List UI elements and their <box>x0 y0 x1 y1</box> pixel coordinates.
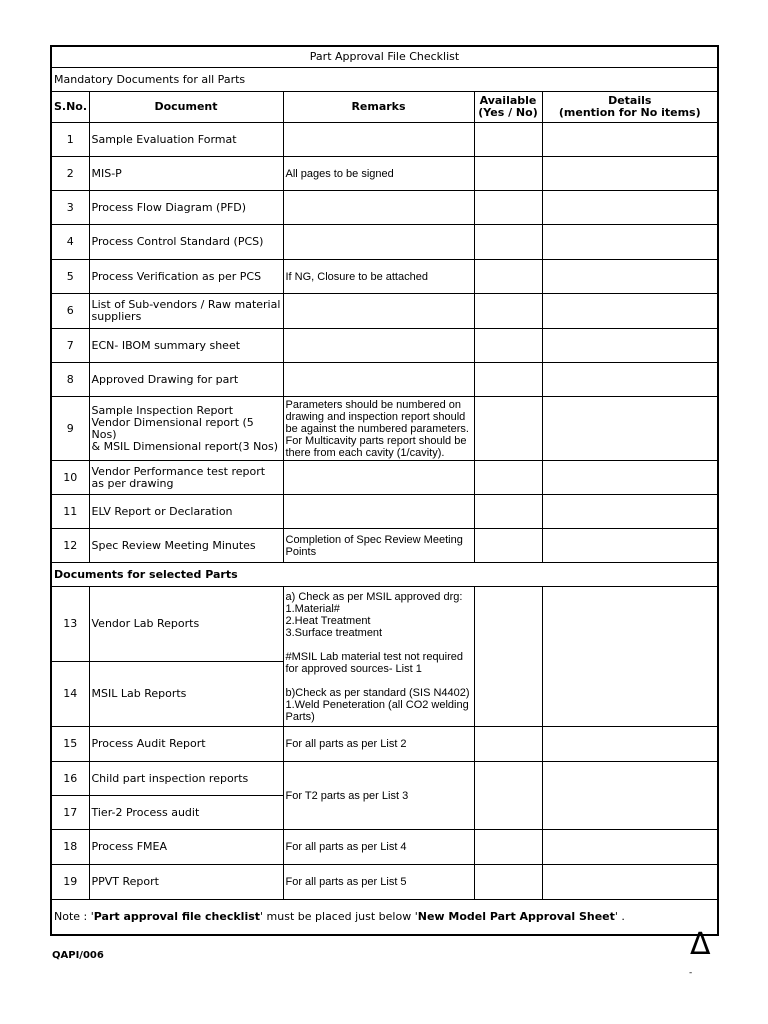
available-cell[interactable] <box>474 762 542 830</box>
details-cell[interactable] <box>542 123 718 157</box>
available-cell[interactable] <box>474 587 542 727</box>
row-remarks <box>283 191 474 225</box>
details-cell[interactable] <box>542 225 718 260</box>
row-number: 13 <box>51 587 89 662</box>
note-emphasis: New Model Part Approval Sheet <box>417 910 615 923</box>
row-document: Process FMEA <box>89 830 283 865</box>
details-cell[interactable] <box>542 329 718 363</box>
row-document: Spec Review Meeting Minutes <box>89 529 283 563</box>
row-number: 17 <box>51 796 89 830</box>
table-row <box>51 225 718 260</box>
row-document: Process Verification as per PCS <box>89 260 283 294</box>
available-cell[interactable] <box>474 397 542 461</box>
row-document: MSIL Lab Reports <box>89 662 283 727</box>
table-row <box>51 191 718 225</box>
row-remarks <box>283 123 474 157</box>
details-cell[interactable] <box>542 397 718 461</box>
details-cell[interactable] <box>542 587 718 727</box>
row-remarks: For all parts as per List 5 <box>283 865 474 900</box>
details-cell[interactable] <box>542 727 718 762</box>
table-row <box>51 762 718 796</box>
row-document: Process Flow Diagram (PFD) <box>89 191 283 225</box>
row-number: 3 <box>51 191 89 225</box>
row-number: 6 <box>51 294 89 329</box>
row-remarks <box>283 294 474 329</box>
row-remarks: For all parts as per List 2 <box>283 727 474 762</box>
row-remarks: For all parts as per List 4 <box>283 830 474 865</box>
checklist-table <box>50 45 719 936</box>
row-document: PPVT Report <box>89 865 283 900</box>
row-remarks: a) Check as per MSIL approved drg: 1.Material# 2.Heat Treatment 3.Surface treatment #MSIL Lab material test not required for approved sources- List 1 b)Check as per standard (SIS N4402) 1.Weld Peneteration (all CO2 welding Parts) <box>283 587 474 727</box>
table-row <box>51 363 718 397</box>
note <box>51 900 718 936</box>
row-number: 4 <box>51 225 89 260</box>
note-text: ' . <box>614 910 625 923</box>
row-document: Child part inspection reports <box>89 762 283 796</box>
table-row <box>51 397 718 461</box>
row-document: Sample Inspection Report Vendor Dimensional report (5 Nos) & MSIL Dimensional report(3 Nos) <box>89 397 283 461</box>
available-cell[interactable] <box>474 529 542 563</box>
available-cell[interactable] <box>474 225 542 260</box>
document-title: Part Approval File Checklist <box>51 46 718 68</box>
row-document: ELV Report or Declaration <box>89 495 283 529</box>
row-number: 16 <box>51 762 89 796</box>
row-number: 18 <box>51 830 89 865</box>
available-cell[interactable] <box>474 191 542 225</box>
available-cell[interactable] <box>474 865 542 900</box>
row-number: 5 <box>51 260 89 294</box>
available-cell[interactable] <box>474 830 542 865</box>
row-remarks <box>283 363 474 397</box>
available-cell[interactable] <box>474 461 542 495</box>
row-number: 12 <box>51 529 89 563</box>
row-remarks: Parameters should be numbered on drawing and inspection report should be against the numbered parameters. For Multicavity parts report should be there from each cavity (1/cavity). <box>283 397 474 461</box>
row-document: List of Sub-vendors / Raw material suppliers <box>89 294 283 329</box>
table-row <box>51 865 718 900</box>
row-remarks <box>283 329 474 363</box>
details-cell[interactable] <box>542 363 718 397</box>
row-document: MIS-P <box>89 157 283 191</box>
row-number: 9 <box>51 397 89 461</box>
note-text: ' must be placed just below ' <box>260 910 418 923</box>
row-number: 14 <box>51 662 89 727</box>
table-row <box>51 529 718 563</box>
note-emphasis: Part approval file checklist <box>93 910 261 923</box>
row-number: 10 <box>51 461 89 495</box>
row-document: ECN- IBOM summary sheet <box>89 329 283 363</box>
details-cell[interactable] <box>542 294 718 329</box>
available-cell[interactable] <box>474 294 542 329</box>
note-text: Note : ' <box>54 910 94 923</box>
details-cell[interactable] <box>542 865 718 900</box>
header-details: Details (mention for No items) <box>542 92 718 123</box>
row-document: Vendor Lab Reports <box>89 587 283 662</box>
logo-delta-icon: Δ <box>690 927 711 962</box>
row-document: Sample Evaluation Format <box>89 123 283 157</box>
table-row <box>51 587 718 662</box>
header-remarks: Remarks <box>283 92 474 123</box>
available-cell[interactable] <box>474 123 542 157</box>
details-cell[interactable] <box>542 157 718 191</box>
form-code: QAPI/006 <box>52 950 104 961</box>
header-available: Available (Yes / No) <box>474 92 542 123</box>
table-row <box>51 294 718 329</box>
details-cell[interactable] <box>542 529 718 563</box>
table-row <box>51 329 718 363</box>
row-remarks: For T2 parts as per List 3 <box>283 762 474 830</box>
table-row <box>51 123 718 157</box>
details-cell[interactable] <box>542 762 718 830</box>
section-mandatory-heading: Mandatory Documents for all Parts <box>51 68 718 92</box>
row-document: Process Control Standard (PCS) <box>89 225 283 260</box>
row-number: 15 <box>51 727 89 762</box>
available-cell[interactable] <box>474 329 542 363</box>
available-cell[interactable] <box>474 157 542 191</box>
row-number: 1 <box>51 123 89 157</box>
footer-dash: - <box>689 968 693 978</box>
available-cell[interactable] <box>474 727 542 762</box>
available-cell[interactable] <box>474 260 542 294</box>
table-row <box>51 157 718 191</box>
details-cell[interactable] <box>542 260 718 294</box>
row-remarks: If NG, Closure to be attached <box>283 260 474 294</box>
row-remarks <box>283 495 474 529</box>
details-cell[interactable] <box>542 495 718 529</box>
table-row <box>51 461 718 495</box>
available-cell[interactable] <box>474 495 542 529</box>
table-row <box>51 260 718 294</box>
row-number: 19 <box>51 865 89 900</box>
table-row <box>51 495 718 529</box>
row-document: Vendor Performance test report as per drawing <box>89 461 283 495</box>
row-document: Process Audit Report <box>89 727 283 762</box>
row-remarks <box>283 225 474 260</box>
row-remarks: All pages to be signed <box>283 157 474 191</box>
table-row <box>51 727 718 762</box>
header-document: Document <box>89 92 283 123</box>
row-number: 8 <box>51 363 89 397</box>
details-cell[interactable] <box>542 191 718 225</box>
row-number: 11 <box>51 495 89 529</box>
table-header-row <box>51 92 718 123</box>
available-cell[interactable] <box>474 363 542 397</box>
row-document: Approved Drawing for part <box>89 363 283 397</box>
table-row <box>51 830 718 865</box>
header-sno: S.No. <box>51 92 89 123</box>
section-selected-heading: Documents for selected Parts <box>51 563 718 587</box>
row-number: 7 <box>51 329 89 363</box>
row-document: Tier-2 Process audit <box>89 796 283 830</box>
details-cell[interactable] <box>542 830 718 865</box>
row-remarks <box>283 461 474 495</box>
details-cell[interactable] <box>542 461 718 495</box>
row-remarks: Completion of Spec Review Meeting Points <box>283 529 474 563</box>
row-number: 2 <box>51 157 89 191</box>
